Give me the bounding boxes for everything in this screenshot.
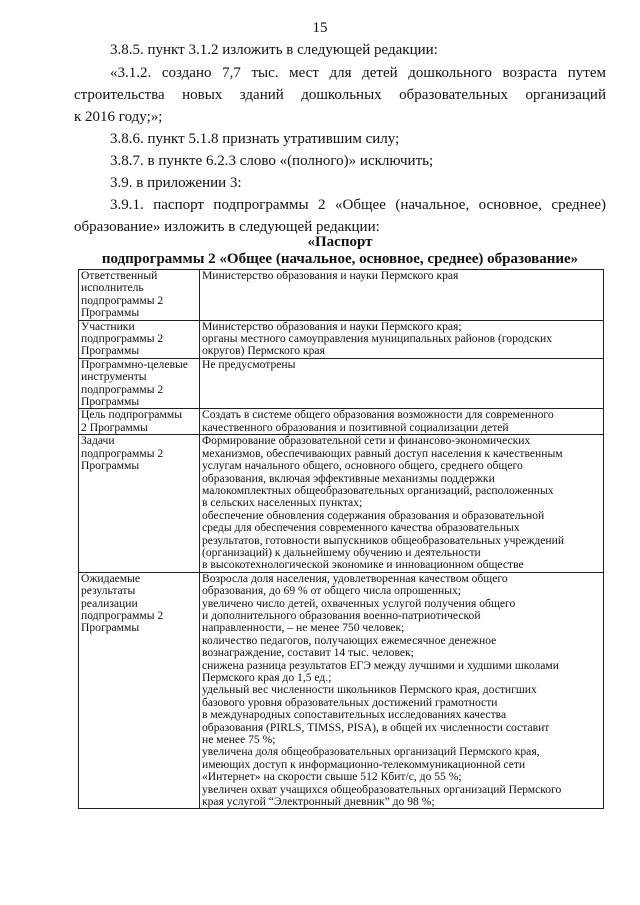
row-content-line: обеспечение обновления содержания образования и образовательной xyxy=(202,508,545,522)
row-content-line: удельный вес численности школьников Пермского края, достигших xyxy=(202,683,537,697)
row-label-line: подпрограммы 2 xyxy=(81,332,164,346)
row-content-line: Пермского края до 1,5 ед.; xyxy=(202,671,332,684)
row-content-line: базового уровня образовательных достижений грамотности xyxy=(202,695,498,709)
table-row xyxy=(79,409,604,435)
row-content-cell xyxy=(200,358,604,409)
row-content-line: Министерство образования и науки Пермского края xyxy=(202,269,459,282)
paragraph-line: к 2016 году;»; xyxy=(74,109,163,125)
row-label-line: подпрограммы 2 xyxy=(81,608,164,622)
row-label-line: результаты xyxy=(81,584,136,598)
row-content-line: малокомплектных общеобразовательных организаций, расположенных xyxy=(202,483,554,497)
row-content-line: в сельских населенных пунктах; xyxy=(202,496,363,510)
row-content-line: Формирование образовательной сети и финансово-экономических xyxy=(202,434,531,448)
row-content-line: увеличен охват учащихся общеобразовательных организаций Пермского xyxy=(202,782,562,796)
row-content-line: механизмов, обеспечивающих равный доступ населения к качественным xyxy=(202,446,563,460)
row-content-line: не менее 75 %; xyxy=(202,733,276,747)
row-content-line: округов) Пермского края xyxy=(202,344,325,358)
row-content-line: органы местного самоуправления муниципальных районов (городских xyxy=(202,332,553,346)
row-content-line: образования, включая эффективные механизмы поддержки xyxy=(202,471,495,485)
paragraph-line: 3.9.1. паспорт подпрограммы 2 «Общее (начальное, основное, среднее) xyxy=(110,197,606,213)
row-label-line: Программы xyxy=(81,459,140,473)
row-content-cell xyxy=(200,409,604,435)
row-label-cell xyxy=(79,270,200,321)
paragraph-3-8-7: 3.8.7. в пункте 6.2.3 слово «(полного)» исключить; xyxy=(110,153,434,169)
paragraph-line: образование» изложить в следующей редакции: xyxy=(74,219,380,235)
table-row xyxy=(79,435,604,572)
passport-table xyxy=(78,269,604,809)
row-content-line: Создать в системе общего образования возможности для современного xyxy=(202,408,554,422)
row-content-line: вознаграждение, составит 14 тыс. человек; xyxy=(202,646,414,660)
row-content-line: (организаций) к дальнейшему обучению и деятельности xyxy=(202,545,481,559)
row-content-line: увеличена доля общеобразовательных организаций Пермского края, xyxy=(202,745,540,759)
row-content-line: качественного образования и позитивной социализации детей xyxy=(202,420,509,434)
row-content-line: снижена разница результатов ЕГЭ между лучшими и худшими школами xyxy=(202,658,559,672)
row-content-cell xyxy=(200,320,604,358)
row-content-cell xyxy=(200,435,604,572)
row-content-line: «Интернет» на скорости свыше 512 Кбит/с, до 55 %; xyxy=(202,770,462,784)
row-label-line: подпрограммы 2 xyxy=(81,293,164,307)
row-content-cell xyxy=(200,270,604,321)
row-content-line: количество педагогов, получающих ежемесячное денежное xyxy=(202,633,497,647)
paragraph-3-9: 3.9. в приложении 3: xyxy=(110,175,242,191)
table-row xyxy=(79,270,604,321)
row-content-line: в высокотехнологической экономике и инновационном обществе xyxy=(202,558,524,572)
row-content-line: имеющих доступ к информационно-телекоммуникационной сети xyxy=(202,757,526,771)
row-label-cell xyxy=(79,358,200,409)
row-label-line: Ожидаемые xyxy=(81,571,141,585)
row-content-cell xyxy=(200,572,604,809)
row-content-line: Не предусмотрены xyxy=(202,357,296,371)
row-label-cell xyxy=(79,320,200,358)
paragraph-3-8-5: 3.8.5. пункт 3.1.2 изложить в следующей редакции: xyxy=(110,42,438,58)
table-row xyxy=(79,572,604,809)
row-label-line: Цель подпрограммы xyxy=(81,408,183,422)
row-content-line: Министерство образования и науки Пермского края; xyxy=(202,319,462,333)
row-content-line: услугам начального общего, основного общего, среднего общего xyxy=(202,459,523,473)
row-label-line: Задачи xyxy=(81,434,115,448)
table-row xyxy=(79,320,604,358)
paragraph-3-8-6: 3.8.6. пункт 5.1.8 признать утратившим силу; xyxy=(110,131,400,147)
row-content-line: в международных сопоставительных исследованиях качества xyxy=(202,708,507,722)
row-label-line: Ответственный xyxy=(81,269,158,282)
row-content-line: направленности, – не менее 750 человек; xyxy=(202,621,405,635)
row-label-line: подпрограммы 2 xyxy=(81,382,164,396)
row-label-cell xyxy=(79,409,200,435)
row-label-line: Программно-целевые xyxy=(81,357,188,371)
row-content-line: результатов, готовности выпускников общеобразовательных учреждений xyxy=(202,533,565,547)
row-content-line: среды для обеспечения современного качества образовательных xyxy=(202,521,520,535)
row-label-line: реализации xyxy=(81,596,138,610)
row-label-line: подпрограммы 2 xyxy=(81,446,164,460)
row-label-line: инструменты xyxy=(81,370,147,384)
row-content-line: образования, до 69 % от общего числа опрошенных; xyxy=(202,584,462,598)
passport-table-body xyxy=(79,270,604,809)
row-content-line: увеличено число детей, охваченных услугой получения общего xyxy=(202,596,516,610)
row-label-line: Программы xyxy=(81,344,140,358)
row-label-line: Участники xyxy=(81,319,135,333)
row-content-line: и дополнительного образования военно-патриотической xyxy=(202,608,481,622)
paragraph-line: строительства новых зданий дошкольных образовательных организаций xyxy=(74,87,606,103)
table-row xyxy=(79,358,604,409)
passport-title: «Паспорт xyxy=(307,234,373,250)
row-label-line: 2 Программы xyxy=(81,420,148,434)
row-label-line: Программы xyxy=(81,621,140,635)
row-label-line: Программы xyxy=(81,306,140,320)
row-content-line: Возросла доля населения, удовлетворенная качеством общего xyxy=(202,571,508,585)
paragraph-line: «3.1.2. создано 7,7 тыс. мест для детей дошкольного возраста путем xyxy=(110,65,606,81)
page-number: 15 xyxy=(312,20,328,36)
row-label-line: исполнитель xyxy=(81,281,144,295)
passport-subtitle: подпрограммы 2 «Общее (начальное, основное, среднее) образование» xyxy=(101,251,579,267)
row-content-line: образования (PIRLS, TIMSS, PISA), в общей их численности составит xyxy=(202,720,550,734)
row-label-cell xyxy=(79,435,200,572)
row-content-line: края услугой “Электронный дневник” до 98 %; xyxy=(202,795,435,809)
row-label-line: Программы xyxy=(81,395,140,409)
row-label-cell xyxy=(79,572,200,809)
